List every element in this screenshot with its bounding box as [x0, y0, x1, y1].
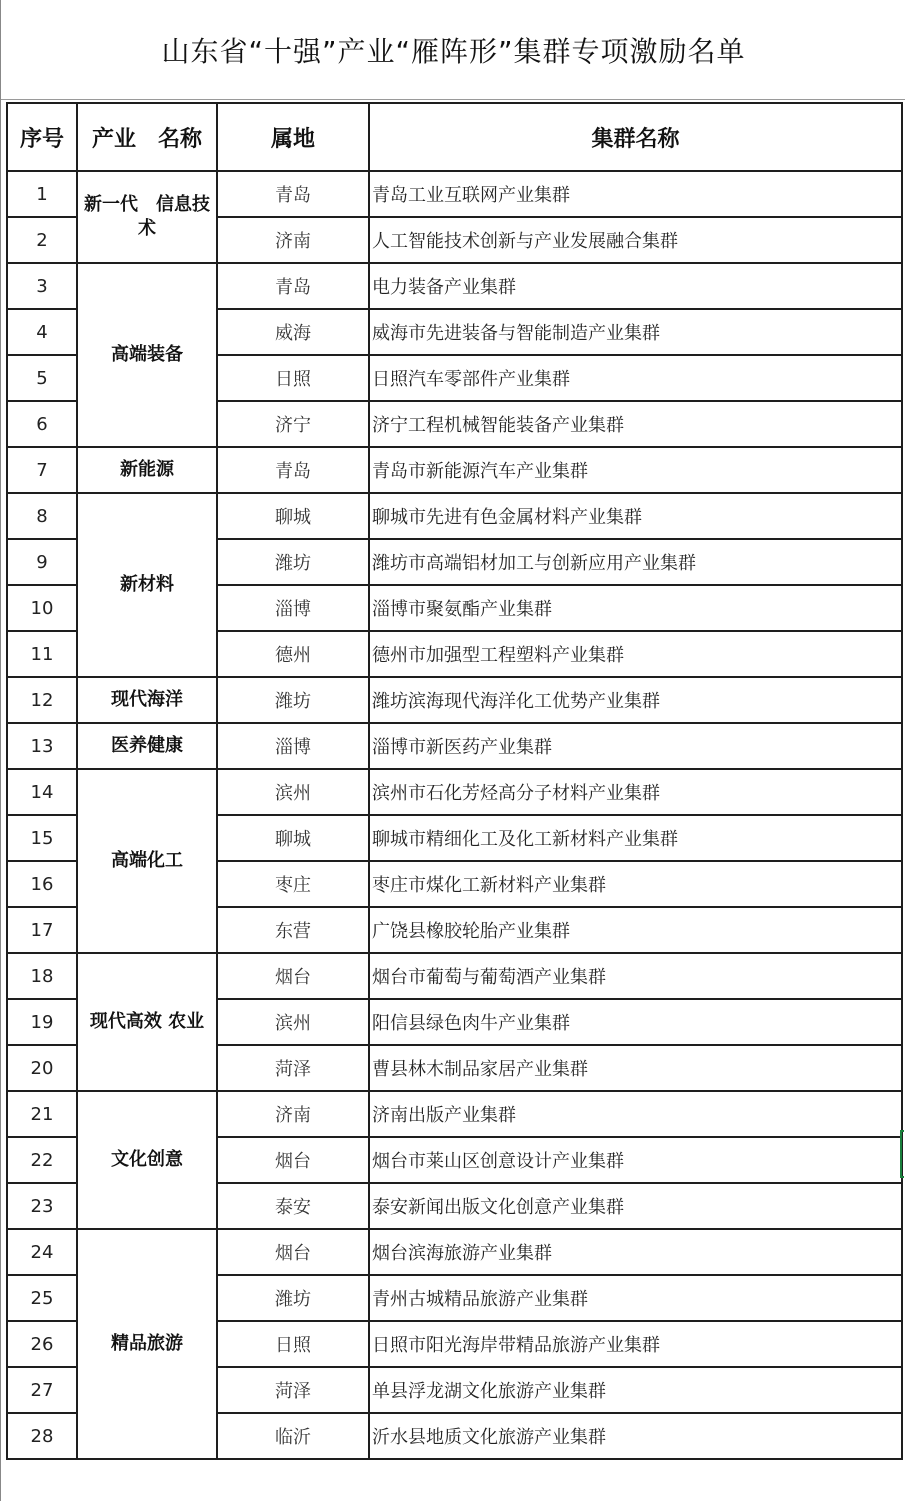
- cell-cluster-name[interactable]: 曹县林木制品家居产业集群: [369, 1045, 902, 1091]
- cell-industry[interactable]: 高端装备: [77, 263, 217, 447]
- cell-industry[interactable]: 新材料: [77, 493, 217, 677]
- table-row: [7, 677, 902, 723]
- cell-location[interactable]: 泰安: [217, 1183, 369, 1229]
- cell-seq[interactable]: 5: [7, 355, 77, 401]
- cell-cluster-name[interactable]: 聊城市先进有色金属材料产业集群: [369, 493, 902, 539]
- cell-seq[interactable]: 25: [7, 1275, 77, 1321]
- cell-location[interactable]: 淄博: [217, 723, 369, 769]
- cell-cluster-name[interactable]: 聊城市精细化工及化工新材料产业集群: [369, 815, 902, 861]
- cell-cluster-name[interactable]: 烟台滨海旅游产业集群: [369, 1229, 902, 1275]
- table-row: [7, 1091, 902, 1137]
- cell-cluster-name[interactable]: 人工智能技术创新与产业发展融合集群: [369, 217, 902, 263]
- cell-cluster-name[interactable]: 威海市先进装备与智能制造产业集群: [369, 309, 902, 355]
- cell-cluster-name[interactable]: 枣庄市煤化工新材料产业集群: [369, 861, 902, 907]
- cell-location[interactable]: 济宁: [217, 401, 369, 447]
- cell-cluster-name[interactable]: 单县浮龙湖文化旅游产业集群: [369, 1367, 902, 1413]
- table-row: [7, 447, 902, 493]
- cell-industry[interactable]: 新能源: [77, 447, 217, 493]
- cell-seq[interactable]: 10: [7, 585, 77, 631]
- cell-seq[interactable]: 17: [7, 907, 77, 953]
- header-location[interactable]: 属地: [217, 103, 369, 171]
- cell-seq[interactable]: 20: [7, 1045, 77, 1091]
- page-title: 山东省“十强”产业“雁阵形”集群专项激励名单: [1, 0, 905, 100]
- cell-location[interactable]: 日照: [217, 1321, 369, 1367]
- cell-cluster-name[interactable]: 潍坊滨海现代海洋化工优势产业集群: [369, 677, 902, 723]
- cell-seq[interactable]: 3: [7, 263, 77, 309]
- cluster-table: [6, 102, 903, 1460]
- cell-industry[interactable]: 高端化工: [77, 769, 217, 953]
- cell-cluster-name[interactable]: 烟台市莱山区创意设计产业集群: [369, 1137, 902, 1183]
- cell-location[interactable]: 威海: [217, 309, 369, 355]
- cell-seq[interactable]: 28: [7, 1413, 77, 1459]
- cell-seq[interactable]: 6: [7, 401, 77, 447]
- cell-cluster-name[interactable]: 淄博市新医药产业集群: [369, 723, 902, 769]
- cell-cluster-name[interactable]: 日照市阳光海岸带精品旅游产业集群: [369, 1321, 902, 1367]
- cell-seq[interactable]: 4: [7, 309, 77, 355]
- cell-location[interactable]: 潍坊: [217, 1275, 369, 1321]
- cell-cluster-name[interactable]: 济南出版产业集群: [369, 1091, 902, 1137]
- cell-cluster-name[interactable]: 滨州市石化芳烃高分子材料产业集群: [369, 769, 902, 815]
- cell-cluster-name[interactable]: 电力装备产业集群: [369, 263, 902, 309]
- cell-location[interactable]: 枣庄: [217, 861, 369, 907]
- cell-location[interactable]: 日照: [217, 355, 369, 401]
- header-industry[interactable]: 产业 名称: [77, 103, 217, 171]
- cell-cluster-name[interactable]: 沂水县地质文化旅游产业集群: [369, 1413, 902, 1459]
- cell-seq[interactable]: 7: [7, 447, 77, 493]
- cell-seq[interactable]: 12: [7, 677, 77, 723]
- cell-seq[interactable]: 14: [7, 769, 77, 815]
- cell-industry[interactable]: 精品旅游: [77, 1229, 217, 1459]
- cell-location[interactable]: 烟台: [217, 1137, 369, 1183]
- cell-seq[interactable]: 8: [7, 493, 77, 539]
- table-row: [7, 769, 902, 815]
- cell-cluster-name[interactable]: 青岛工业互联网产业集群: [369, 171, 902, 217]
- cell-cluster-name[interactable]: 德州市加强型工程塑料产业集群: [369, 631, 902, 677]
- cell-cluster-name[interactable]: 青岛市新能源汽车产业集群: [369, 447, 902, 493]
- cell-location[interactable]: 德州: [217, 631, 369, 677]
- header-seq[interactable]: 序号: [7, 103, 77, 171]
- cell-location[interactable]: 济南: [217, 217, 369, 263]
- table-row: [7, 171, 902, 217]
- cell-seq[interactable]: 9: [7, 539, 77, 585]
- table-row: [7, 953, 902, 999]
- cell-cluster-name[interactable]: 广饶县橡胶轮胎产业集群: [369, 907, 902, 953]
- cell-location[interactable]: 菏泽: [217, 1367, 369, 1413]
- cell-location[interactable]: 青岛: [217, 171, 369, 217]
- cell-industry[interactable]: 现代高效 农业: [77, 953, 217, 1091]
- table-header-row: [7, 103, 902, 171]
- table-row: [7, 1229, 902, 1275]
- cell-location[interactable]: 滨州: [217, 999, 369, 1045]
- selected-cell-indicator: [900, 1130, 904, 1178]
- cell-location[interactable]: 滨州: [217, 769, 369, 815]
- cell-location[interactable]: 青岛: [217, 447, 369, 493]
- cell-cluster-name[interactable]: 潍坊市高端铝材加工与创新应用产业集群: [369, 539, 902, 585]
- cell-cluster-name[interactable]: 日照汽车零部件产业集群: [369, 355, 902, 401]
- cell-cluster-name[interactable]: 济宁工程机械智能装备产业集群: [369, 401, 902, 447]
- header-cluster[interactable]: 集群名称: [369, 103, 902, 171]
- cell-seq[interactable]: 1: [7, 171, 77, 217]
- cell-location[interactable]: 淄博: [217, 585, 369, 631]
- cell-location[interactable]: 济南: [217, 1091, 369, 1137]
- cell-location[interactable]: 东营: [217, 907, 369, 953]
- cell-seq[interactable]: 13: [7, 723, 77, 769]
- cell-seq[interactable]: 24: [7, 1229, 77, 1275]
- cell-seq[interactable]: 18: [7, 953, 77, 999]
- cell-seq[interactable]: 22: [7, 1137, 77, 1183]
- cell-location[interactable]: 菏泽: [217, 1045, 369, 1091]
- cell-seq[interactable]: 15: [7, 815, 77, 861]
- table-body: [7, 171, 902, 1459]
- cell-location[interactable]: 烟台: [217, 953, 369, 999]
- cell-seq[interactable]: 11: [7, 631, 77, 677]
- cell-industry[interactable]: 新一代 信息技术: [77, 171, 217, 263]
- cell-cluster-name[interactable]: 阳信县绿色肉牛产业集群: [369, 999, 902, 1045]
- cell-location[interactable]: 潍坊: [217, 539, 369, 585]
- cell-industry[interactable]: 文化创意: [77, 1091, 217, 1229]
- cell-cluster-name[interactable]: 淄博市聚氨酯产业集群: [369, 585, 902, 631]
- table-row: [7, 723, 902, 769]
- cell-seq[interactable]: 21: [7, 1091, 77, 1137]
- cell-industry[interactable]: 医养健康: [77, 723, 217, 769]
- cell-seq[interactable]: 26: [7, 1321, 77, 1367]
- cell-location[interactable]: 聊城: [217, 815, 369, 861]
- cell-seq[interactable]: 2: [7, 217, 77, 263]
- table-row: [7, 493, 902, 539]
- cell-location[interactable]: 青岛: [217, 263, 369, 309]
- cell-location[interactable]: 烟台: [217, 1229, 369, 1275]
- cell-location[interactable]: 潍坊: [217, 677, 369, 723]
- cell-cluster-name[interactable]: 泰安新闻出版文化创意产业集群: [369, 1183, 902, 1229]
- cell-seq[interactable]: 16: [7, 861, 77, 907]
- cell-cluster-name[interactable]: 烟台市葡萄与葡萄酒产业集群: [369, 953, 902, 999]
- cell-seq[interactable]: 23: [7, 1183, 77, 1229]
- cell-seq[interactable]: 19: [7, 999, 77, 1045]
- cell-location[interactable]: 聊城: [217, 493, 369, 539]
- cell-location[interactable]: 临沂: [217, 1413, 369, 1459]
- table-row: [7, 263, 902, 309]
- cell-industry[interactable]: 现代海洋: [77, 677, 217, 723]
- cell-cluster-name[interactable]: 青州古城精品旅游产业集群: [369, 1275, 902, 1321]
- cell-seq[interactable]: 27: [7, 1367, 77, 1413]
